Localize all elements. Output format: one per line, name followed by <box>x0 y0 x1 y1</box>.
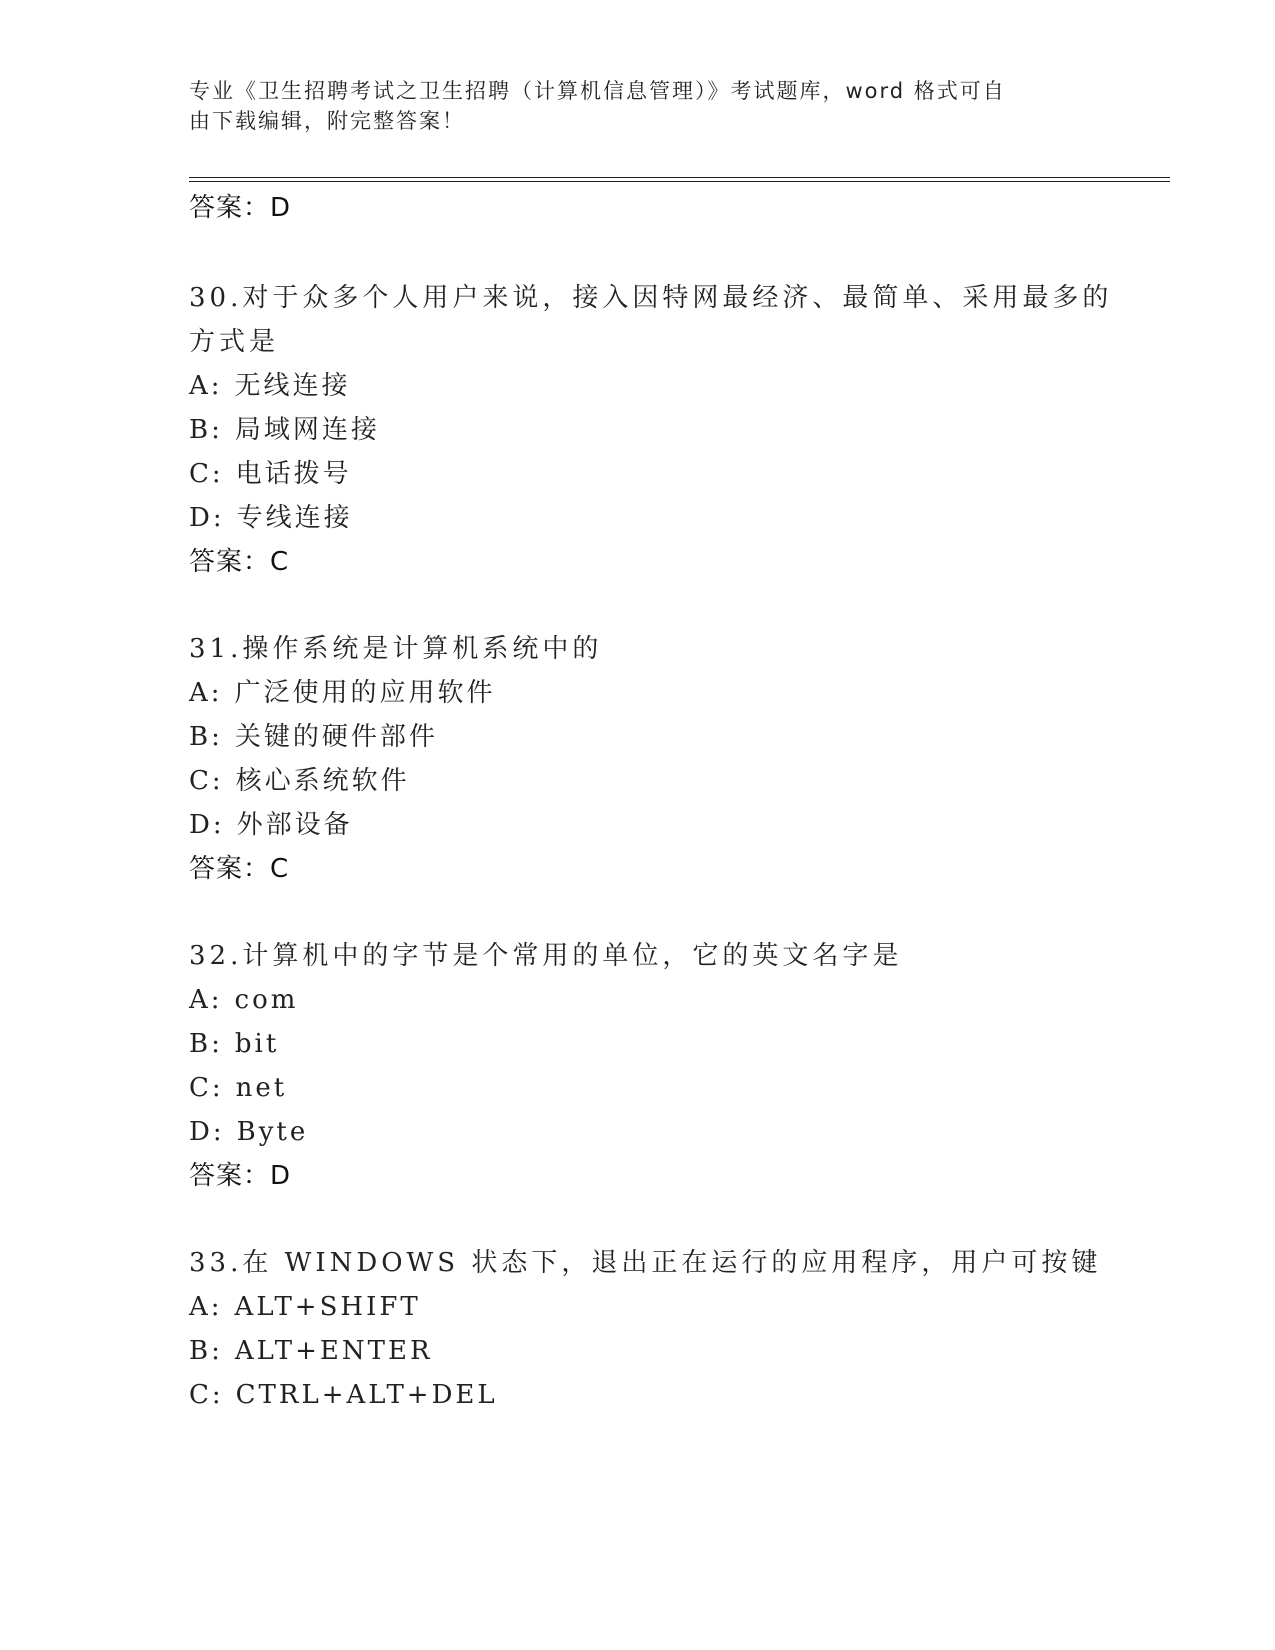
option-key: B: <box>189 415 223 445</box>
option-key: C: <box>189 459 224 489</box>
question-32-option-c <box>189 1072 287 1104</box>
question-31-option-b <box>189 721 438 753</box>
option-key: C: <box>189 766 224 796</box>
question-30-text-line1: 30.对于众多个人用户来说，接入因特网最经济、最简单、采用最多的 <box>189 283 1113 313</box>
option-key: C: <box>189 1380 224 1410</box>
option-key: A: <box>189 1292 223 1322</box>
option-text: 核心系统软件 <box>235 766 410 796</box>
question-33-option-a <box>189 1291 421 1323</box>
question-32-option-b <box>189 1028 279 1060</box>
header-line-1: 专业《卫生招聘考试之卫生招聘（计算机信息管理）》考试题库，word 格式可自 <box>189 79 1006 103</box>
option-text: 外部设备 <box>236 810 353 840</box>
option-key: D: <box>189 503 225 533</box>
option-key: B: <box>189 1029 223 1059</box>
question-31-text-line1: 31.操作系统是计算机系统中的 <box>189 634 603 664</box>
option-text: Byte <box>236 1117 309 1147</box>
question-31-option-a <box>189 677 496 709</box>
question-32-option-d <box>189 1116 308 1148</box>
option-key: B: <box>189 722 223 752</box>
question-32-answer: 答案：D <box>189 1161 292 1191</box>
question-31-answer: 答案：C <box>189 854 290 884</box>
answer-prev: 答案：D <box>189 193 292 223</box>
option-key: B: <box>189 1336 223 1366</box>
option-text: 局域网连接 <box>234 415 380 445</box>
question-32-option-a <box>189 984 298 1016</box>
option-text: ALT+ENTER <box>234 1336 433 1366</box>
option-text: 无线连接 <box>234 371 351 401</box>
header-line-2: 由下载编辑，附完整答案！ <box>189 109 465 133</box>
question-30-text-line2: 方式是 <box>189 327 280 357</box>
question-30-option-a <box>189 370 351 402</box>
question-30-option-c <box>189 458 352 490</box>
question-30-option-d <box>189 502 353 534</box>
question-31-option-c <box>189 765 410 797</box>
question-32-text-line1: 32.计算机中的字节是个常用的单位，它的英文名字是 <box>189 941 903 971</box>
option-text: ALT+SHIFT <box>234 1292 421 1322</box>
option-key: D: <box>189 1117 225 1147</box>
question-33-option-b <box>189 1335 433 1367</box>
question-33-text-line1: 33.在 WINDOWS 状态下，退出正在运行的应用程序，用户可按键 <box>189 1248 1102 1278</box>
question-30-option-b <box>189 414 380 446</box>
option-key: A: <box>189 678 223 708</box>
question-31-option-d <box>189 809 353 841</box>
option-text: com <box>234 985 299 1015</box>
option-text: 专线连接 <box>236 503 353 533</box>
header-divider-top <box>189 177 1170 178</box>
option-text: 广泛使用的应用软件 <box>234 678 496 708</box>
question-30-answer: 答案：C <box>189 547 290 577</box>
question-33-option-c <box>189 1379 498 1411</box>
option-text: CTRL+ALT+DEL <box>235 1380 498 1410</box>
document-header <box>189 76 1069 136</box>
option-key: A: <box>189 985 223 1015</box>
option-key: A: <box>189 371 223 401</box>
option-key: C: <box>189 1073 224 1103</box>
option-text: 关键的硬件部件 <box>234 722 438 752</box>
header-divider-bottom <box>189 181 1170 182</box>
option-key: D: <box>189 810 225 840</box>
option-text: net <box>235 1073 288 1103</box>
option-text: 电话拨号 <box>235 459 352 489</box>
option-text: bit <box>234 1029 280 1059</box>
